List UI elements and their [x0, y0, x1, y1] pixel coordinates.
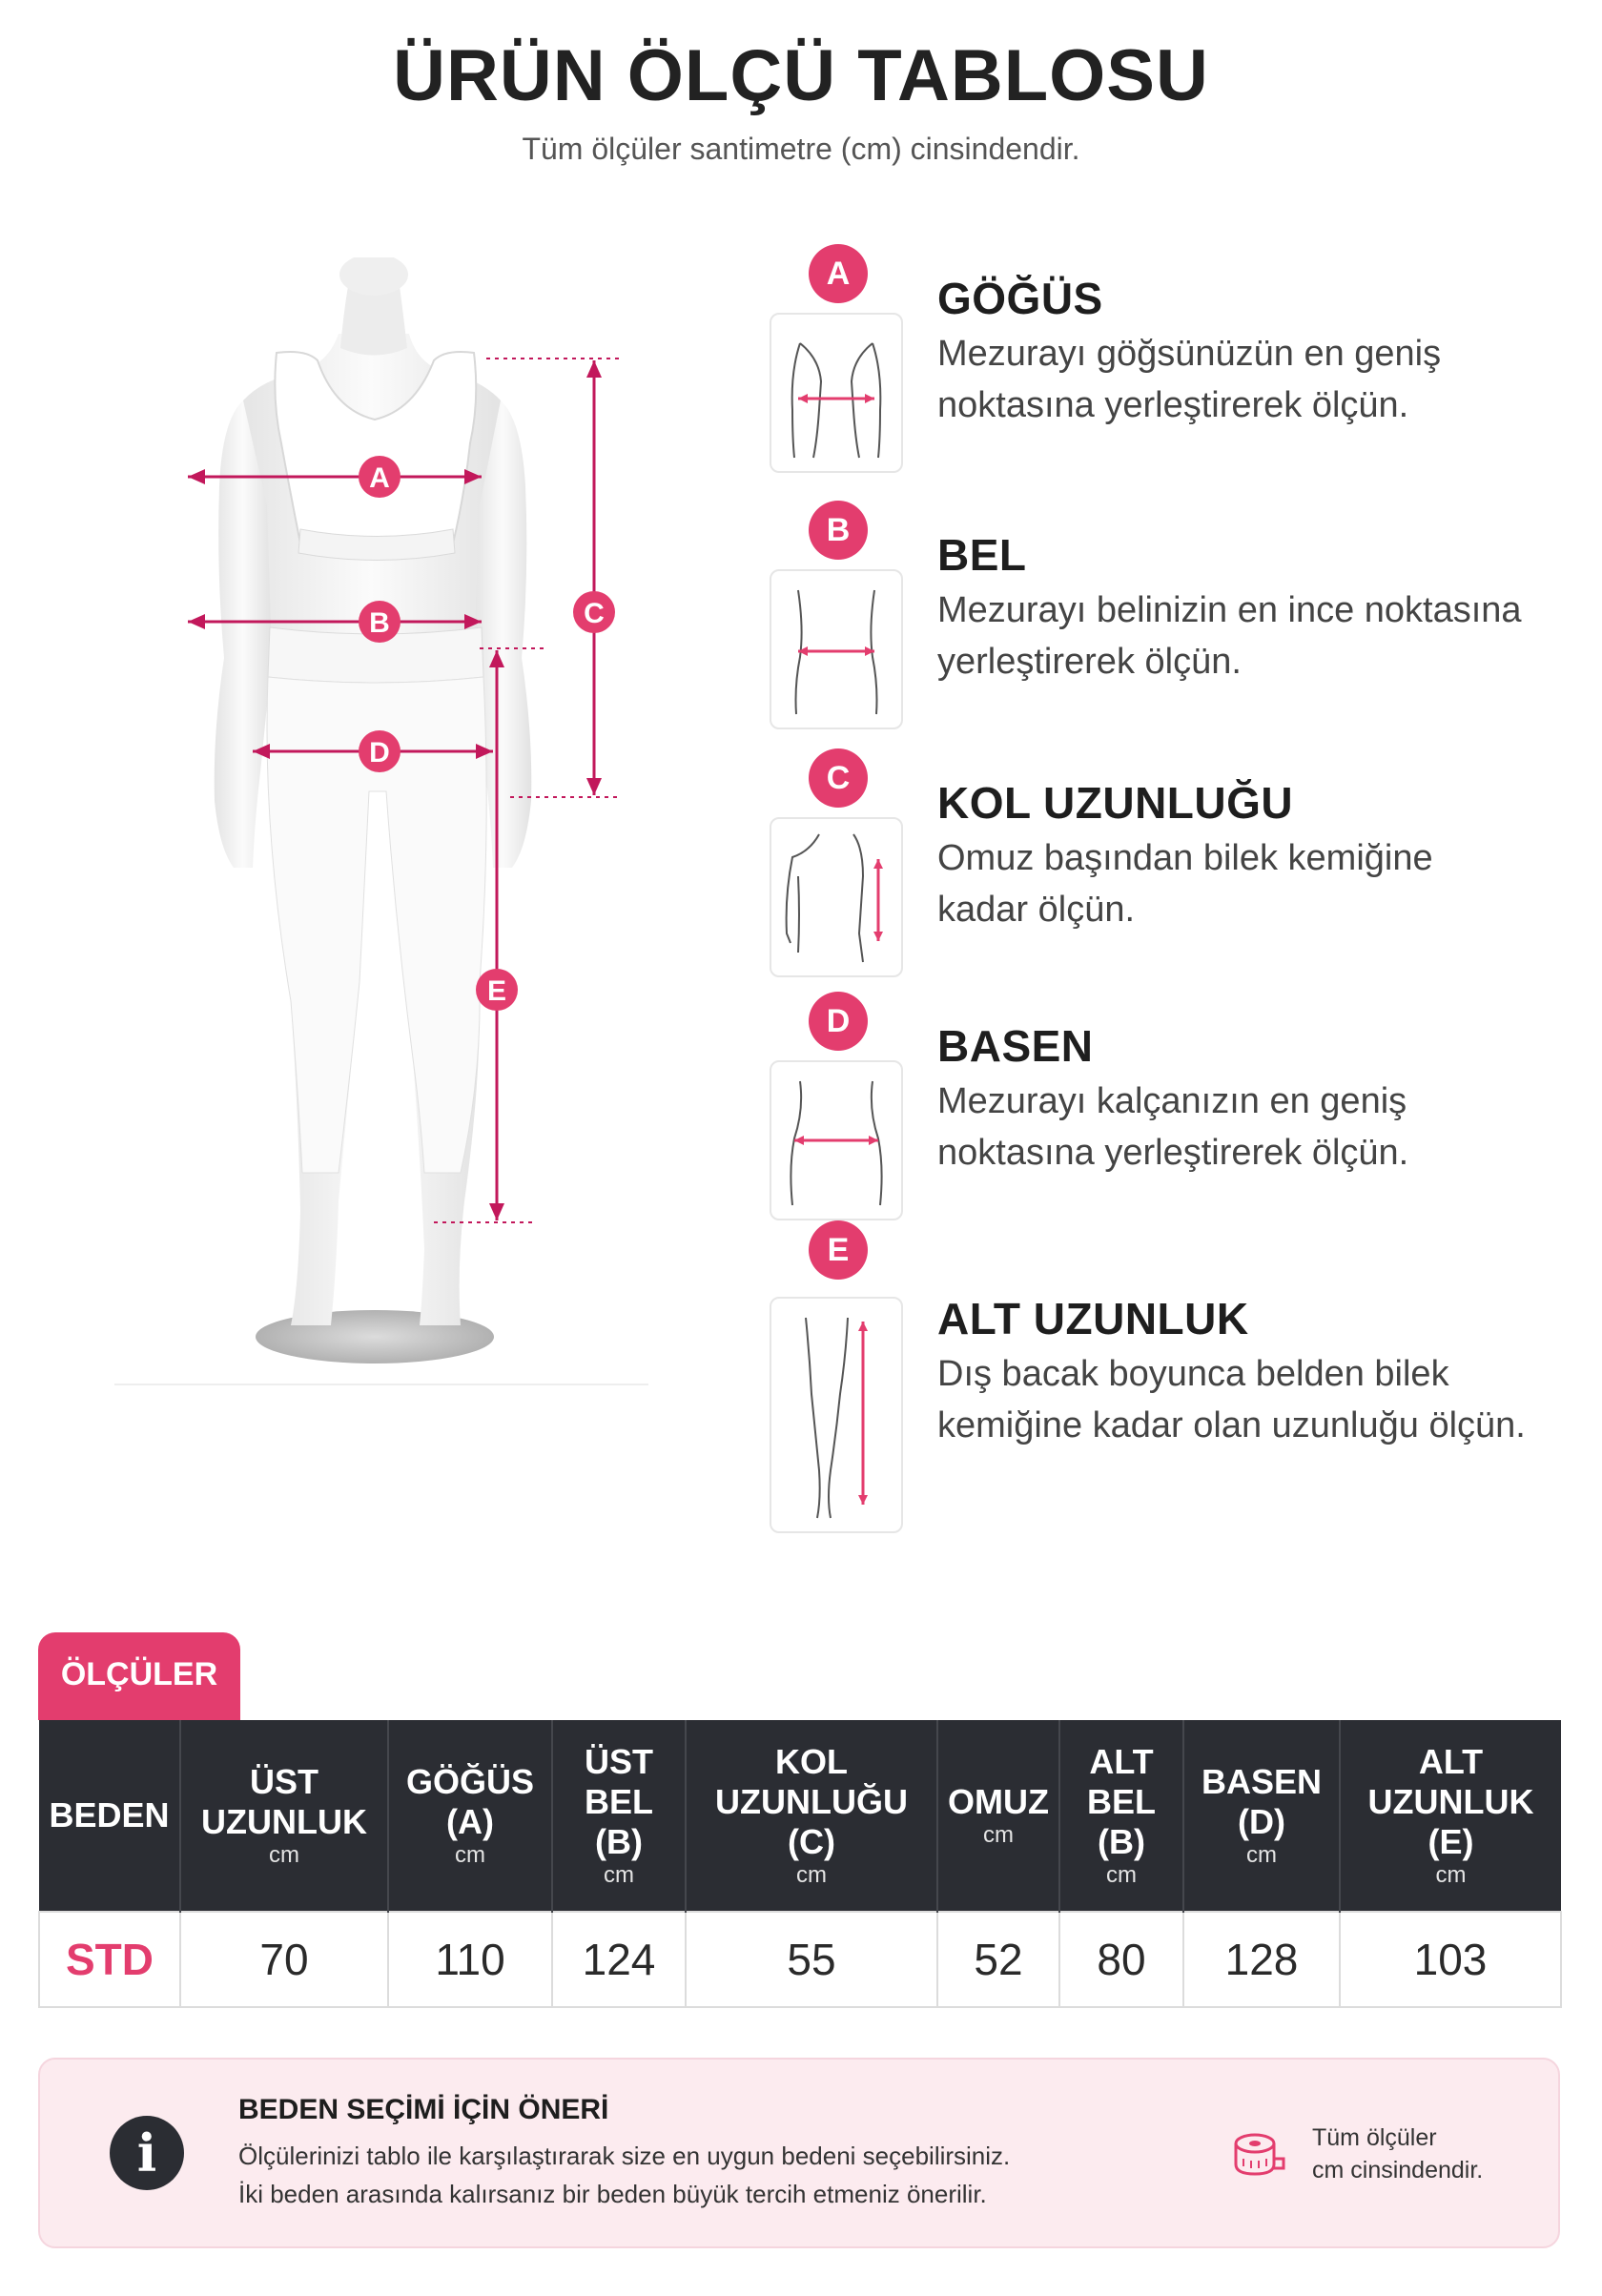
measurement-hips	[768, 992, 1588, 1230]
cell-chest: 110	[388, 1912, 552, 2007]
measurement-desc-line: yerleştirerek ölçün.	[937, 642, 1242, 682]
cell-top-length: 70	[180, 1912, 388, 2007]
svg-text:A: A	[369, 462, 390, 494]
outseam-guide-icon	[770, 1297, 903, 1533]
svg-text:D: D	[369, 737, 390, 769]
header-upper-waist: ÜST BEL (B) cm	[552, 1720, 686, 1912]
unit-note-line: cm cinsindendir.	[1312, 2157, 1484, 2183]
header-outseam: ALT UZUNLUK (E) cm	[1340, 1720, 1561, 1912]
measurement-title: GÖĞÜS	[937, 274, 1103, 323]
cell-outseam: 103	[1340, 1912, 1561, 2007]
info-text-line: İki beden arasında kalırsanız bir beden büyük tercih etmeniz önerilir.	[238, 2180, 987, 2208]
header-chest: GÖĞÜS (A) cm	[388, 1720, 552, 1912]
table-row	[39, 1912, 1561, 2007]
badge-e: E	[809, 1220, 868, 1280]
measurement-desc-line: noktasına yerleştirerek ölçün.	[937, 1133, 1409, 1173]
size-table	[38, 1720, 1562, 2008]
cell-size: STD	[39, 1912, 180, 2007]
measurement-title: KOL UZUNLUĞU	[937, 778, 1294, 828]
info-text-line: Ölçülerinizi tablo ile karşılaştırarak size en uygun bedeni seçebilirsiniz.	[238, 2142, 1011, 2170]
cell-arm-length: 55	[686, 1912, 937, 2007]
header-shoulder: OMUZ cm	[937, 1720, 1059, 1912]
mannequin-figure	[110, 257, 653, 1392]
unit-note-line: Tüm ölçüler	[1312, 2124, 1437, 2151]
page-subtitle: Tüm ölçüler santimetre (cm) cinsindendir.	[522, 132, 1080, 166]
chest-guide-icon	[770, 313, 903, 473]
measurement-outseam	[768, 1220, 1588, 1545]
measurement-desc-line: Mezurayı belinizin en ince noktasına	[937, 590, 1522, 630]
header-size: BEDEN	[39, 1720, 180, 1912]
svg-text:C: C	[584, 598, 605, 629]
measurement-desc-line: Mezurayı göğsünüzün en geniş	[937, 334, 1442, 374]
measurement-chest	[768, 244, 1588, 482]
measurement-desc-line: Omuz başından bilek kemiğine	[937, 838, 1433, 878]
svg-text:B: B	[369, 607, 390, 639]
table-header-row	[39, 1720, 1561, 1912]
header-top-length: ÜST UZUNLUK cm	[180, 1720, 388, 1912]
tape-measure-icon	[1232, 2130, 1285, 2182]
cell-hips: 128	[1183, 1912, 1340, 2007]
waist-guide-icon	[770, 569, 903, 729]
measurements-tab: ÖLÇÜLER	[38, 1632, 240, 1720]
measurement-desc-line: kemiğine kadar olan uzunluğu ölçün.	[937, 1405, 1526, 1445]
measurement-desc-line: noktasına yerleştirerek ölçün.	[937, 385, 1409, 425]
measurement-title: ALT UZUNLUK	[937, 1294, 1249, 1343]
cell-upper-waist: 124	[552, 1912, 686, 2007]
measurement-desc-line: Dış bacak boyunca belden bilek	[937, 1354, 1449, 1394]
info-title: BEDEN SEÇİMİ İÇİN ÖNERİ	[238, 2094, 609, 2125]
header-arm-length: KOL UZUNLUĞU (C) cm	[686, 1720, 937, 1912]
arm-guide-icon	[770, 817, 903, 977]
measurement-title: BEL	[937, 530, 1027, 580]
header-hips: BASEN (D) cm	[1183, 1720, 1340, 1912]
measurement-waist	[768, 501, 1588, 739]
badge-b: B	[809, 501, 868, 560]
svg-text:E: E	[486, 975, 507, 1007]
hips-guide-icon	[770, 1060, 903, 1220]
measurement-arm-length	[768, 748, 1588, 987]
header-lower-waist: ALT BEL (B) cm	[1059, 1720, 1183, 1912]
badge-d: D	[809, 992, 868, 1051]
cell-lower-waist: 80	[1059, 1912, 1183, 2007]
info-icon: i	[110, 2116, 184, 2190]
measurement-title: BASEN	[937, 1021, 1094, 1071]
measurement-desc-line: kadar ölçün.	[937, 890, 1136, 930]
badge-c: C	[809, 748, 868, 808]
cell-shoulder: 52	[937, 1912, 1059, 2007]
badge-a: A	[809, 244, 868, 303]
page-title: ÜRÜN ÖLÇÜ TABLOSU	[393, 35, 1209, 116]
measurement-desc-line: Mezurayı kalçanızın en geniş	[937, 1081, 1407, 1121]
